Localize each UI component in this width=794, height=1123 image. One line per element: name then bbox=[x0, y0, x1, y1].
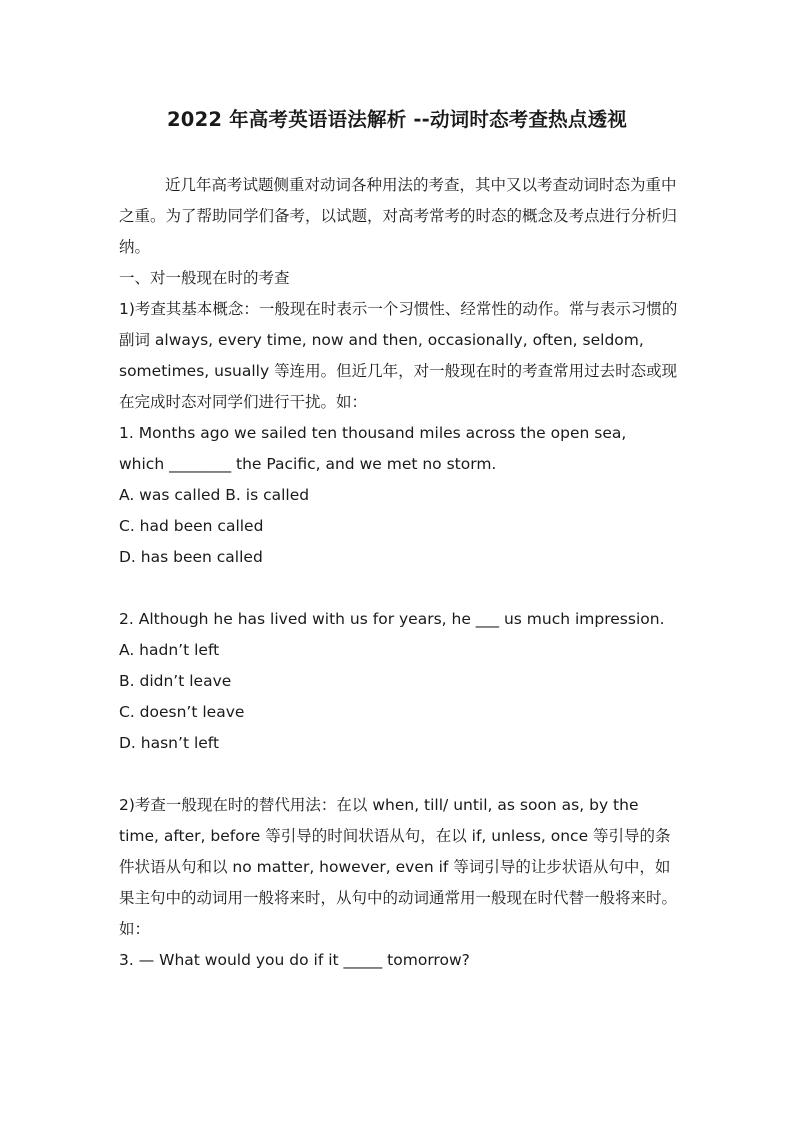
point-2-paragraph: 2)考查一般现在时的替代用法：在以 when, till/ until, as soon as, by the time, after, before 等引导的时间状语从句，在以 if, unless, once 等引导的条件状语从句和以 no matter, however, even if 等词引导的让步状语从句中，如果主句中的动词用一般将来时，从句中的动词通常用一般现在时代替一般将来时。如： bbox=[119, 796, 678, 938]
question-2-option-c: C. doesn’t leave bbox=[119, 703, 245, 721]
document-body bbox=[119, 170, 679, 976]
question-1-option-ab: A. was called B. is called bbox=[119, 486, 310, 504]
spacer bbox=[119, 573, 679, 604]
question-2-stem: 2. Although he has lived with us for years, he ___ us much impression. bbox=[119, 610, 665, 628]
question-1-line-2: which ________ the Pacific, and we met no storm. bbox=[119, 455, 497, 473]
question-1-option-d: D. has been called bbox=[119, 548, 263, 566]
document-title: 2022 年高考英语语法解析 --动词时态考查热点透视 bbox=[167, 108, 627, 131]
spacer bbox=[119, 759, 679, 790]
question-2-option-d: D. hasn’t left bbox=[119, 734, 220, 752]
question-3-stem: 3. — What would you do if it _____ tomorrow? bbox=[119, 951, 470, 969]
point-1-paragraph: 1)考查其基本概念：一般现在时表示一个习惯性、经常性的动作。常与表示习惯的副词 always, every time, now and then, occasionally, often, seldom, sometimes, usually 等连用。但近几年，对一般现在时的考查常用过去时态或现在完成时态对同学们进行干扰。如： bbox=[119, 300, 678, 411]
question-1-line-1: 1. Months ago we sailed ten thousand miles across the open sea, bbox=[119, 424, 627, 442]
section-heading: 一、对一般现在时的考查 bbox=[119, 269, 290, 287]
question-1-option-c: C. had been called bbox=[119, 517, 264, 535]
question-2-option-b: B. didn’t leave bbox=[119, 672, 232, 690]
intro-paragraph: 近几年高考试题侧重对动词各种用法的考查，其中又以考查动词时态为重中之重。为了帮助同学们备考，以试题，对高考常考的时态的概念及考点进行分析归纳。 bbox=[119, 176, 678, 256]
question-2-option-a: A. hadn’t left bbox=[119, 641, 220, 659]
